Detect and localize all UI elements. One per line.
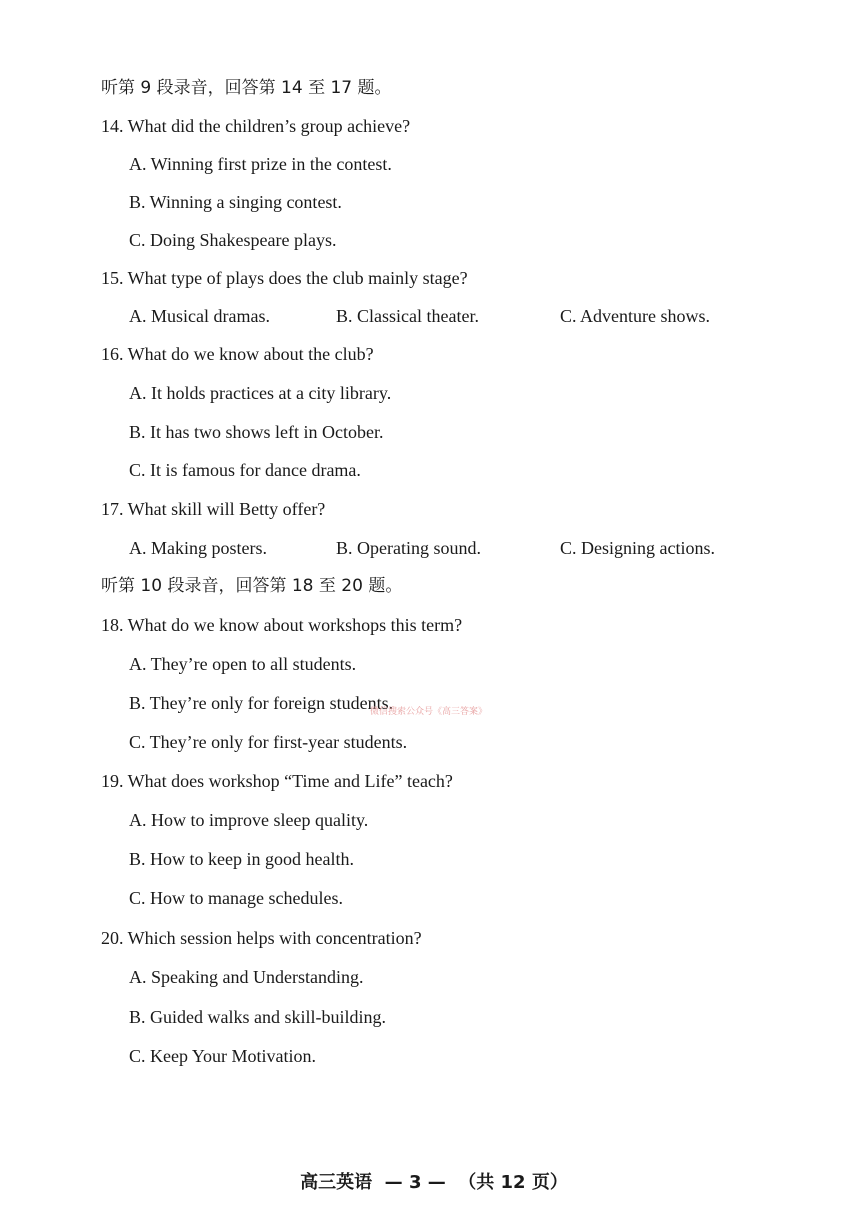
question-16-stem: 16. What do we know about the club? xyxy=(101,344,374,364)
question-18-option-b: B. They’re only for foreign students. xyxy=(129,693,394,713)
question-14-option-b: B. Winning a singing contest. xyxy=(129,192,342,212)
question-14-option-c: C. Doing Shakespeare plays. xyxy=(129,230,337,250)
question-19-option-c: C. How to manage schedules. xyxy=(129,888,343,908)
question-15-option-c: C. Adventure shows. xyxy=(560,306,710,326)
question-20-stem: 20. Which session helps with concentration? xyxy=(101,928,422,948)
question-19-stem: 19. What does workshop “Time and Life” teach? xyxy=(101,771,453,791)
question-19-option-b: B. How to keep in good health. xyxy=(129,849,354,869)
section-heading: 听第 9 段录音，回答第 14 至 17 题。 xyxy=(101,78,392,98)
question-14-option-a: A. Winning first prize in the contest. xyxy=(129,154,392,174)
question-19-option-a: A. How to improve sleep quality. xyxy=(129,810,369,830)
question-15-option-b: B. Classical theater. xyxy=(336,306,479,326)
question-16-option-a: A. It holds practices at a city library. xyxy=(129,383,392,403)
question-17-option-b: B. Operating sound. xyxy=(336,538,481,558)
question-15-stem: 15. What type of plays does the club mainly stage? xyxy=(101,268,468,288)
question-20-option-b: B. Guided walks and skill-building. xyxy=(129,1007,386,1027)
section-heading: 听第 10 段录音，回答第 18 至 20 题。 xyxy=(101,576,403,596)
question-14-stem: 14. What did the children’s group achieve? xyxy=(101,116,411,136)
watermark: 微信搜索公众号《高三答案》 xyxy=(370,707,488,717)
question-18-option-a: A. They’re open to all students. xyxy=(129,654,357,674)
page-footer: 高三英语 — 3 — （共 12 页） xyxy=(300,1172,568,1193)
question-16-option-b: B. It has two shows left in October. xyxy=(129,422,384,442)
question-18-stem: 18. What do we know about workshops this term? xyxy=(101,615,463,635)
question-15-option-a: A. Musical dramas. xyxy=(129,306,270,326)
question-17-option-a: A. Making posters. xyxy=(129,538,267,558)
question-18-option-c: C. They’re only for first-year students. xyxy=(129,732,408,752)
question-20-option-c: C. Keep Your Motivation. xyxy=(129,1046,317,1066)
question-17-option-c: C. Designing actions. xyxy=(560,538,715,558)
question-20-option-a: A. Speaking and Understanding. xyxy=(129,967,364,987)
question-17-stem: 17. What skill will Betty offer? xyxy=(101,499,326,519)
question-16-option-c: C. It is famous for dance drama. xyxy=(129,460,361,480)
